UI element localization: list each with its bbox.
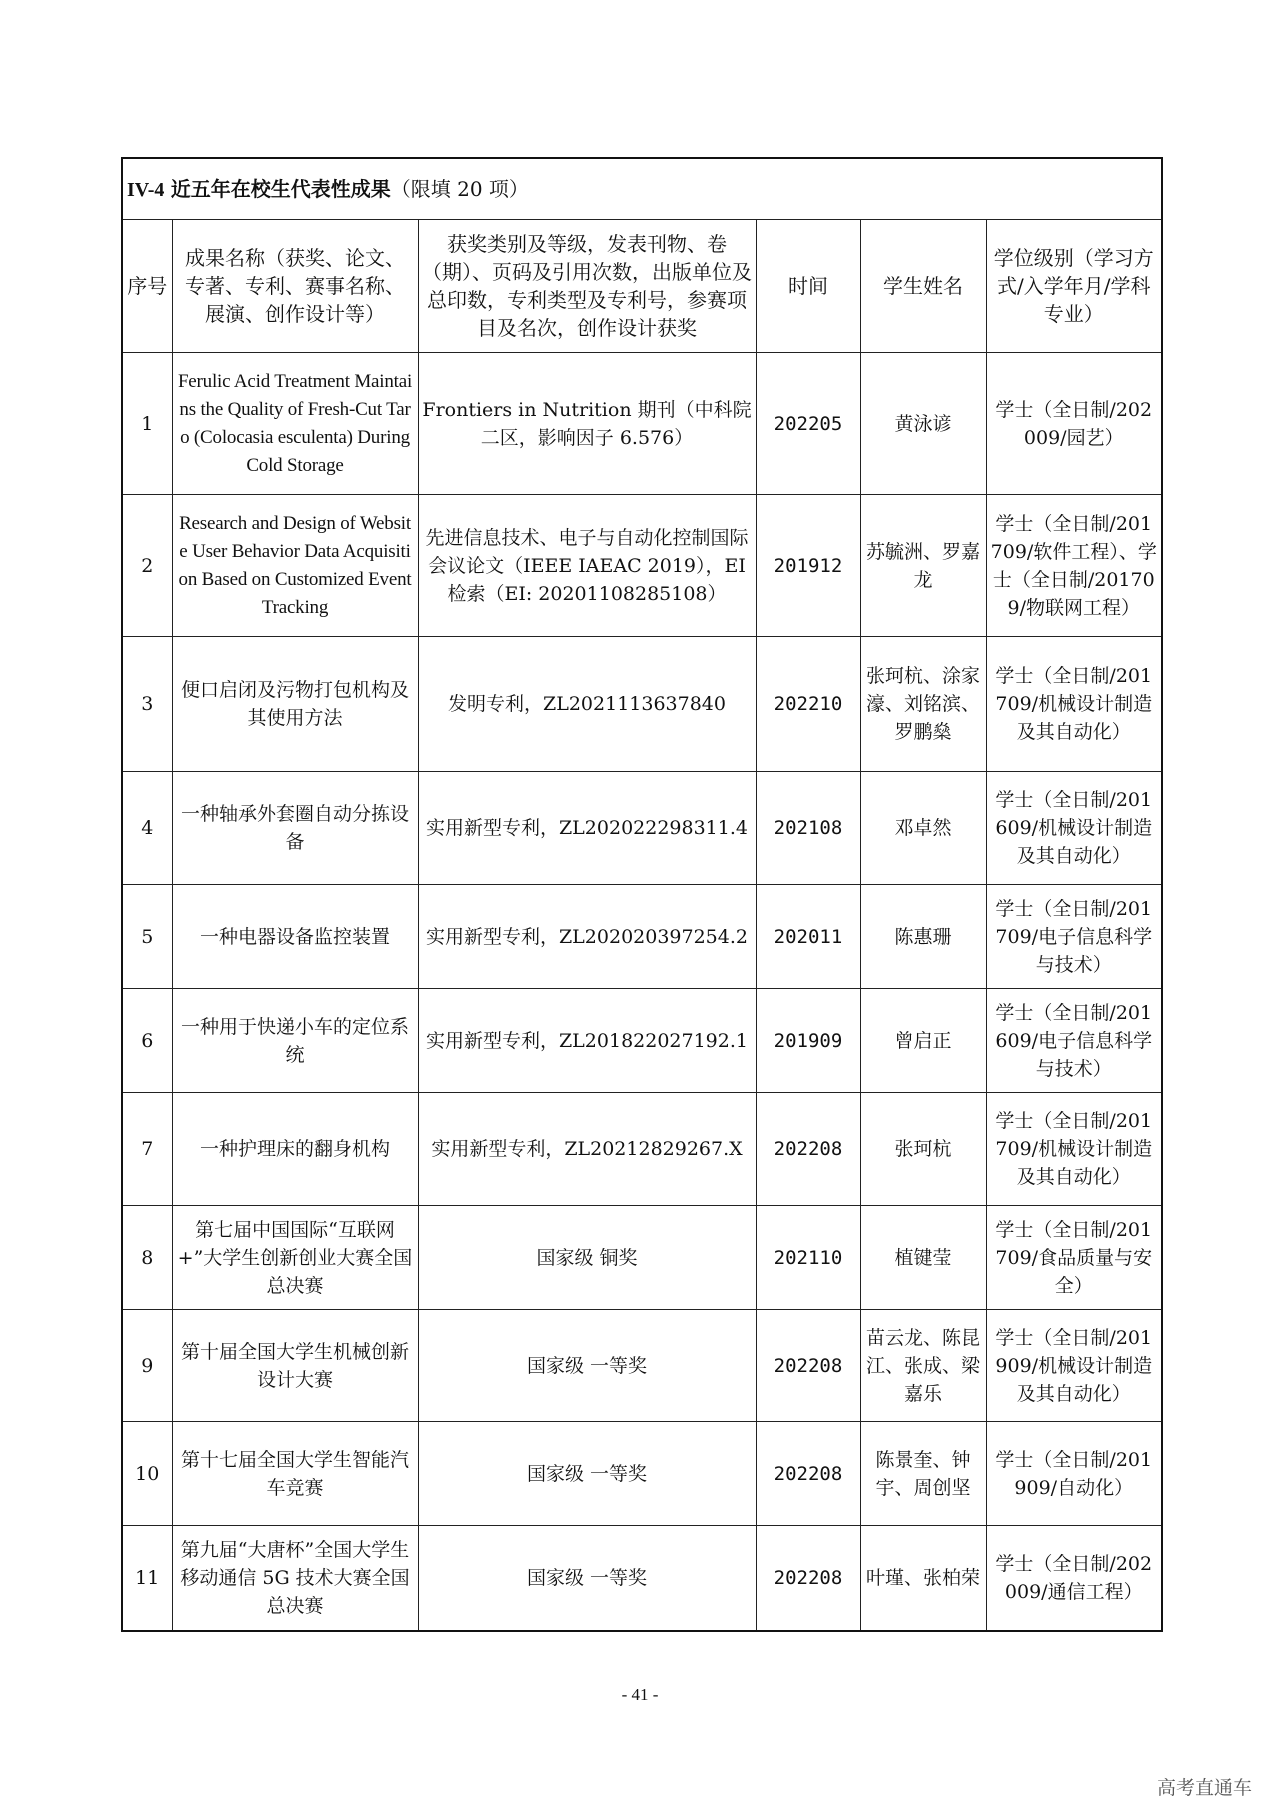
section-title-note: （限填 20 项）: [390, 176, 529, 201]
row-degree: 学士（全日制/201909/机械设计制造及其自动化）: [986, 1310, 1162, 1422]
row-student: 曾启正: [860, 989, 986, 1093]
row-name: 一种用于快递小车的定位系统: [172, 989, 418, 1093]
section-title-text: 近五年在校生代表性成果: [170, 176, 391, 201]
table-row: [122, 1206, 1162, 1310]
row-student: 陈景奎、钟宇、周创坚: [860, 1422, 986, 1526]
row-seq: 8: [122, 1206, 172, 1310]
section-title: [122, 158, 1162, 220]
row-detail: 国家级 铜奖: [418, 1206, 756, 1310]
row-time: 202108: [756, 772, 860, 885]
row-detail: 先进信息技术、电子与自动化控制国际会议论文（IEEE IAEAC 2019），EI 检索（EI: 20201108285108）: [418, 495, 756, 637]
row-seq: 3: [122, 637, 172, 772]
row-seq: 7: [122, 1093, 172, 1206]
row-time: 202208: [756, 1422, 860, 1526]
row-student: 张珂杭: [860, 1093, 986, 1206]
row-name: 第十七届全国大学生智能汽车竞赛: [172, 1422, 418, 1526]
row-student: 叶瑾、张柏荣: [860, 1526, 986, 1631]
row-degree: 学士（全日制/201709/食品质量与安全）: [986, 1206, 1162, 1310]
row-degree: 学士（全日制/201609/电子信息科学与技术）: [986, 989, 1162, 1093]
row-seq: 5: [122, 885, 172, 989]
row-detail: 国家级 一等奖: [418, 1422, 756, 1526]
row-time: 202011: [756, 885, 860, 989]
row-name: Research and Design of Website User Behavior Data Acquisition Based on Customized Event Tracking: [172, 495, 418, 637]
row-seq: 6: [122, 989, 172, 1093]
row-time: 202208: [756, 1310, 860, 1422]
row-name: 一种电器设备监控装置: [172, 885, 418, 989]
row-time: 202208: [756, 1093, 860, 1206]
row-student: 苏毓洲、罗嘉龙: [860, 495, 986, 637]
row-degree: 学士（全日制/201709/机械设计制造及其自动化）: [986, 1093, 1162, 1206]
table-row: [122, 1310, 1162, 1422]
header-student: 学生姓名: [860, 220, 986, 353]
row-name: 一种护理床的翻身机构: [172, 1093, 418, 1206]
row-name: 第七届中国国际“互联网+”大学生创新创业大赛全国总决赛: [172, 1206, 418, 1310]
row-detail: 发明专利，ZL2021113637840: [418, 637, 756, 772]
table-row: [122, 495, 1162, 637]
header-name: 成果名称（获奖、论文、专著、专利、赛事名称、展演、创作设计等）: [172, 220, 418, 353]
row-detail: 国家级 一等奖: [418, 1526, 756, 1631]
row-time: 202210: [756, 637, 860, 772]
row-detail: 实用新型专利，ZL202020397254.2: [418, 885, 756, 989]
row-student: 黄泳谚: [860, 353, 986, 495]
row-detail: 实用新型专利，ZL202022298311.4: [418, 772, 756, 885]
row-degree: 学士（全日制/201709/机械设计制造及其自动化）: [986, 637, 1162, 772]
header-seq: 序号: [122, 220, 172, 353]
header-degree: 学位级别（学习方式/入学年月/学科专业）: [986, 220, 1162, 353]
row-name: 第九届“大唐杯”全国大学生移动通信 5G 技术大赛全国总决赛: [172, 1526, 418, 1631]
row-student: 邓卓然: [860, 772, 986, 885]
row-seq: 1: [122, 353, 172, 495]
row-degree: 学士（全日制/201909/自动化）: [986, 1422, 1162, 1526]
table-row: [122, 1526, 1162, 1631]
row-time: 201912: [756, 495, 860, 637]
row-name: 便口启闭及污物打包机构及其使用方法: [172, 637, 418, 772]
row-seq: 11: [122, 1526, 172, 1631]
section-code: IV-4: [127, 178, 165, 201]
row-student: 植键莹: [860, 1206, 986, 1310]
row-student: 张珂杭、涂家濠、刘铭滨、罗鹏燊: [860, 637, 986, 772]
row-name: 一种轴承外套圈自动分拣设备: [172, 772, 418, 885]
table-row: [122, 1422, 1162, 1526]
watermark: 高考直通车: [1156, 1777, 1252, 1799]
row-degree: 学士（全日制/201709/软件工程）、学士（全日制/201709/物联网工程）: [986, 495, 1162, 637]
table-row: [122, 353, 1162, 495]
row-time: 201909: [756, 989, 860, 1093]
row-detail: 实用新型专利，ZL20212829267.X: [418, 1093, 756, 1206]
title-row: [122, 158, 1162, 220]
table-row: [122, 637, 1162, 772]
table-row: [122, 885, 1162, 989]
page-number: - 41 -: [621, 1685, 659, 1704]
row-time: 202205: [756, 353, 860, 495]
row-name: Ferulic Acid Treatment Maintains the Quality of Fresh-Cut Taro (Colocasia esculenta) During Cold Storage: [172, 353, 418, 495]
row-degree: 学士（全日制/202009/园艺）: [986, 353, 1162, 495]
table-row: [122, 989, 1162, 1093]
row-detail: 实用新型专利，ZL201822027192.1: [418, 989, 756, 1093]
row-seq: 9: [122, 1310, 172, 1422]
row-student: 苗云龙、陈昆江、张成、梁嘉乐: [860, 1310, 986, 1422]
header-time: 时间: [756, 220, 860, 353]
table-row: [122, 772, 1162, 885]
achievements-table: [121, 157, 1163, 1632]
table-row: [122, 1093, 1162, 1206]
row-seq: 10: [122, 1422, 172, 1526]
row-detail: Frontiers in Nutrition 期刊（中科院二区，影响因子 6.576）: [418, 353, 756, 495]
row-degree: 学士（全日制/201709/电子信息科学与技术）: [986, 885, 1162, 989]
row-detail: 国家级 一等奖: [418, 1310, 756, 1422]
header-row: [122, 220, 1162, 353]
row-seq: 2: [122, 495, 172, 637]
header-detail: 获奖类别及等级，发表刊物、卷（期）、页码及引用次数，出版单位及总印数，专利类型及专利号，参赛项目及名次，创作设计获奖: [418, 220, 756, 353]
row-seq: 4: [122, 772, 172, 885]
row-time: 202208: [756, 1526, 860, 1631]
row-degree: 学士（全日制/202009/通信工程）: [986, 1526, 1162, 1631]
row-student: 陈惠珊: [860, 885, 986, 989]
row-degree: 学士（全日制/201609/机械设计制造及其自动化）: [986, 772, 1162, 885]
row-time: 202110: [756, 1206, 860, 1310]
row-name: 第十届全国大学生机械创新设计大赛: [172, 1310, 418, 1422]
